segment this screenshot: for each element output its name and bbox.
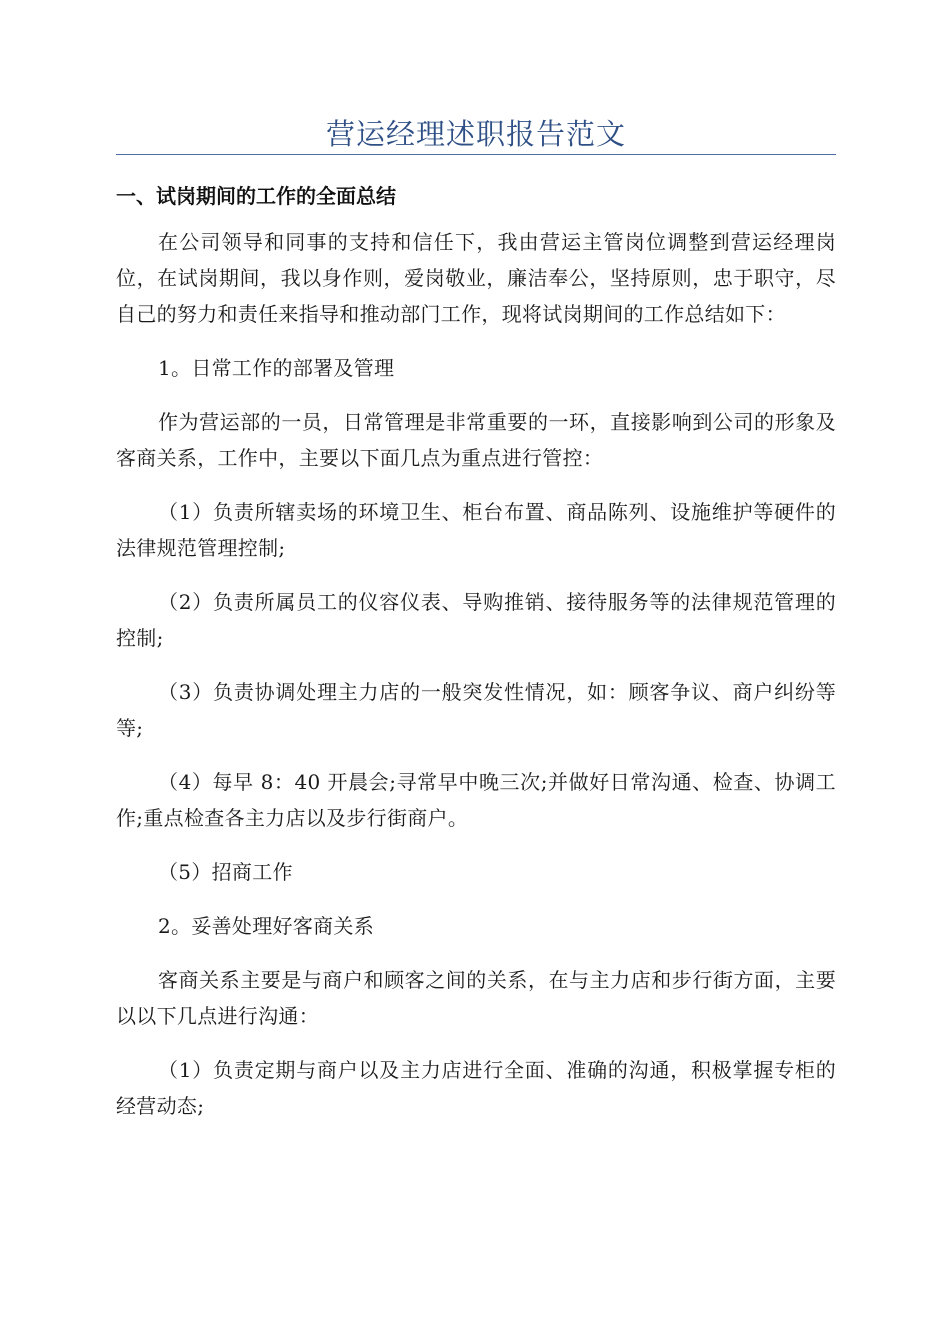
paragraph-daily-management: 作为营运部的一员，日常管理是非常重要的一环，直接影响到公司的形象及客商关系，工作中，主要以下面几点为重点进行管控： — [116, 410, 836, 470]
document-body — [116, 178, 836, 1142]
paragraph-item-6: （1）负责定期与商户以及主力店进行全面、准确的沟通，积极掌握专柜的经营动态; — [116, 1058, 836, 1118]
paragraph-intro: 在公司领导和同事的支持和信任下，我由营运主管岗位调整到营运经理岗位，在试岗期间，我以身作则，爱岗敬业，廉洁奉公，坚持原则，忠于职守，尽自己的努力和责任来指导和推动部门工作，现将试岗期间的工作总结如下： — [116, 230, 836, 326]
paragraph-item-4: （4）每早 8：40 开晨会;寻常早中晚三次;并做好日常沟通、检查、协调工作;重点检查各主力店以及步行街商户。 — [116, 770, 836, 830]
paragraph-item-2: （2）负责所属员工的仪容仪表、导购推销、接待服务等的法律规范管理的控制; — [116, 590, 836, 650]
document-title: 营运经理述职报告范文 — [325, 117, 626, 151]
paragraph-subheading-1: 1。日常工作的部署及管理 — [158, 356, 395, 380]
paragraph-item-3: （3）负责协调处理主力店的一般突发性情况，如：顾客争议、商户纠纷等等; — [116, 680, 836, 740]
section-heading: 一、试岗期间的工作的全面总结 — [116, 184, 396, 208]
paragraph-client-relations: 客商关系主要是与商户和顾客之间的关系，在与主力店和步行街方面，主要以以下几点进行沟通： — [116, 968, 836, 1028]
paragraph-item-1: （1）负责所辖卖场的环境卫生、柜台布置、商品陈列、设施维护等硬件的法律规范管理控制; — [116, 500, 836, 560]
paragraph-subheading-2: 2。妥善处理好客商关系 — [158, 914, 375, 938]
paragraph-item-5: （5）招商工作 — [158, 860, 293, 884]
title-underline — [116, 154, 836, 155]
